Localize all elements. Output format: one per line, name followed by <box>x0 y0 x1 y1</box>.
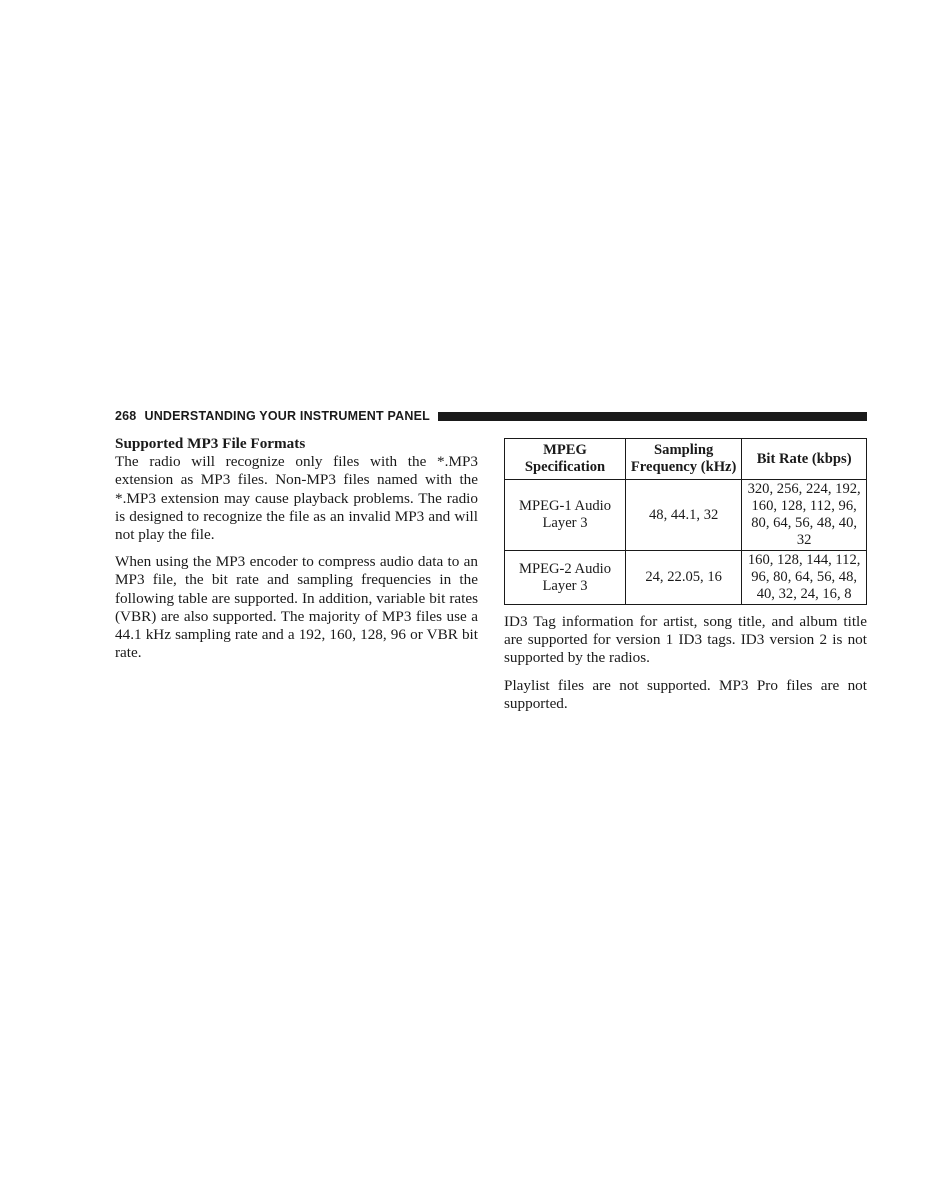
table-cell: MPEG-1 Audio Layer 3 <box>505 480 626 551</box>
table-header-cell: Bit Rate (kbps) <box>742 439 867 480</box>
section-title: UNDERSTANDING YOUR INSTRUMENT PANEL <box>144 409 430 423</box>
page-number: 268 <box>115 409 137 423</box>
table-header-cell: Sampling Frequency (kHz) <box>626 439 742 480</box>
header-rule <box>438 412 867 421</box>
table-header-cell: MPEG Specification <box>505 439 626 480</box>
right-column <box>504 438 867 722</box>
paragraph-encoder: When using the MP3 encoder to compress audio data to an MP3 file, the bit rate and sampling frequencies in the following table are supported. In addition, variable bit rates (VBR) are also supported. The majority of MP3 files use a 44.1 kHz sampling rate and a 192, 160, 128, 96 or VBR bit rate. <box>115 553 478 662</box>
table-row <box>505 551 867 605</box>
paragraph-playlist: Playlist files are not supported. MP3 Pro files are not supported. <box>504 676 867 712</box>
table-cell: 48, 44.1, 32 <box>626 480 742 551</box>
table-cell: 160, 128, 144, 112, 96, 80, 64, 56, 48, 40, 32, 24, 16, 8 <box>742 551 867 605</box>
table-cell: 320, 256, 224, 192, 160, 128, 112, 96, 80, 64, 56, 48, 40, 32 <box>742 480 867 551</box>
table-header-row <box>505 439 867 480</box>
paragraph-file-extension: The radio will recognize only files with the *.MP3 extension as MP3 files. Non-MP3 files named with the *.MP3 extension may cause playback problems. The radio is designed to recognize the file as an invalid MP3 and will not play the file. <box>115 453 478 544</box>
paragraph-id3: ID3 Tag information for artist, song title, and album title are supported for version 1 ID3 tags. ID3 version 2 is not supported by the radios. <box>504 613 867 667</box>
mp3-format-table <box>504 438 867 605</box>
table-cell: MPEG-2 Audio Layer 3 <box>505 551 626 605</box>
subheading: Supported MP3 File Formats <box>115 435 306 452</box>
table-row <box>505 480 867 551</box>
left-column <box>115 435 478 671</box>
table-cell: 24, 22.05, 16 <box>626 551 742 605</box>
page-header <box>115 406 867 426</box>
